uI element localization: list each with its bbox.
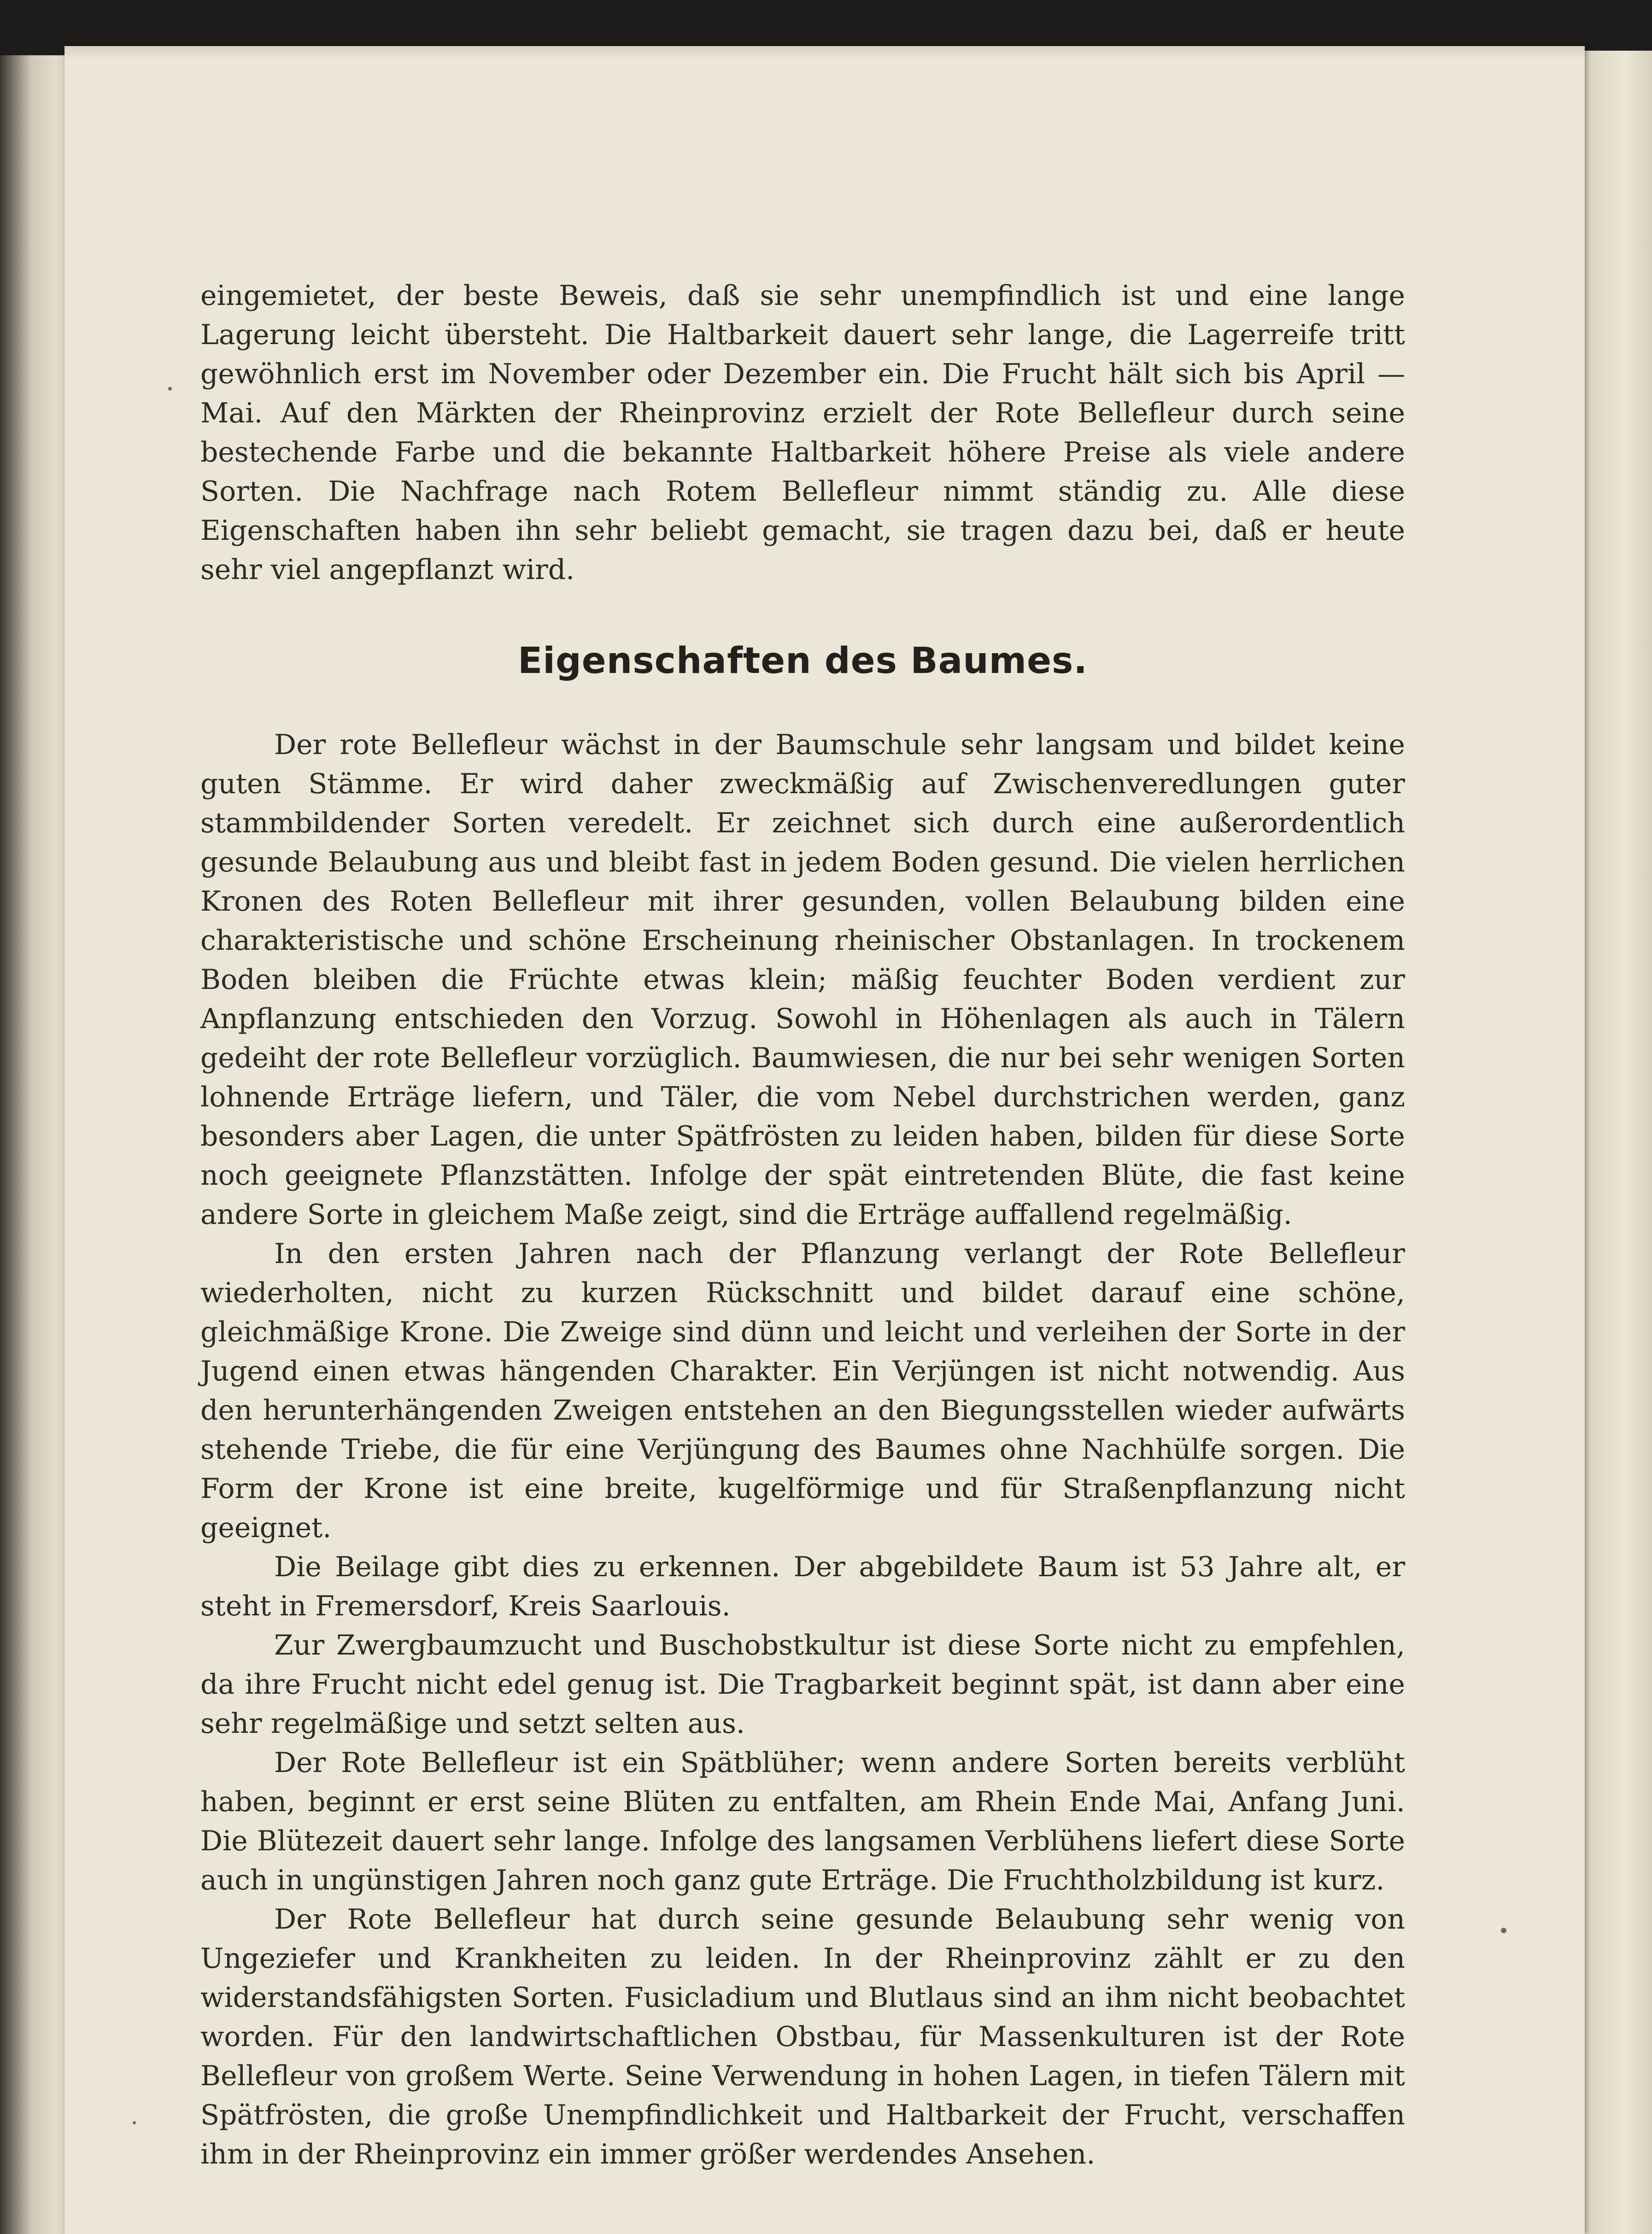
page-top-edge (64, 46, 1585, 60)
opening-paragraph: eingemietet, der beste Beweis, daß sie sehr unempfindlich ist und eine lange Lagerung leicht übersteht. Die Haltbarkeit dauert sehr lange, die Lagerreife tritt gewöhnlich erst im November oder Dezember ein. Die Frucht hält sich bis April — Mai. Auf den Märkten der Rheinprovinz erzielt der Rote Bellefleur durch seine bestechende Farbe und die bekannte Haltbarkeit höhere Preise als viele andere Sorten. Die Nachfrage nach Rotem Bellefleur nimmt ständig zu. Alle diese Eigenschaften haben ihn sehr beliebt gemacht, sie tragen dazu bei, daß er heute sehr viel angepflanzt wird. (200, 280, 1405, 586)
paper-speck (168, 387, 172, 391)
paper-speck (1501, 1928, 1506, 1933)
paragraph: Der Rote Bellefleur ist ein Spätblüher; wenn andere Sorten bereits verblüht haben, beginnt er erst seine Blüten zu entfalten, am Rhein Ende Mai, Anfang Juni. Die Blütezeit dauert sehr lange. Infolge des langsamen Verblühens liefert diese Sorte auch in ungünstigen Jahren noch ganz gute Erträge. Die Fruchtholzbildung ist kurz. (200, 1747, 1405, 1896)
paragraph: Der Rote Bellefleur hat durch seine gesunde Belaubung sehr wenig von Ungeziefer und Krankheiten zu leiden. In der Rheinprovinz zählt er zu den widerstandsfähigsten Sorten. Fusicladium und Blutlaus sind an ihm nicht beobachtet worden. Für den landwirtschaftlichen Obstbau, für Massenkulturen ist der Rote Bellefleur von großem Werte. Seine Verwendung in hohen Lagen, in tiefen Tälern mit Spätfrösten, die große Unempfindlichkeit und Haltbarkeit der Frucht, verschaffen ihm in der Rheinprovinz ein immer größer werdendes Ansehen. (200, 1903, 1405, 2170)
paragraph: Die Beilage gibt dies zu erkennen. Der abgebildete Baum ist 53 Jahre alt, er steht in Fremersdorf, Kreis Saarlouis. (200, 1551, 1405, 1622)
book-page (64, 46, 1585, 2234)
paragraph: Zur Zwergbaumzucht und Buschobstkultur ist diese Sorte nicht zu empfehlen, da ihre Frucht nicht edel genug ist. Die Tragbarkeit beginnt spät, ist dann aber eine sehr regelmäßige und setzt selten aus. (200, 1629, 1405, 1740)
paragraph: In den ersten Jahren nach der Pflanzung verlangt der Rote Bellefleur wiederholten, nicht zu kurzen Rückschnitt und bildet darauf eine schöne, gleichmäßige Krone. Die Zweige sind dünn und leicht und verleihen der Sorte in der Jugend einen etwas hängenden Charakter. Ein Verjüngen ist nicht notwendig. Aus den herunterhängenden Zweigen entstehen an den Biegungsstellen wieder aufwärts stehende Triebe, die für eine Verjüngung des Baumes ohne Nachhülfe sorgen. Die Form der Krone ist eine breite, kugelförmige und für Straßenpflanzung nicht geeignet. (200, 1238, 1405, 1544)
next-page-edge (1585, 51, 1652, 2234)
previous-page-edge (0, 55, 69, 2234)
paper-speck (133, 2121, 136, 2124)
body-text (200, 276, 1405, 2174)
paragraph: Der rote Bellefleur wächst in der Baumschule sehr langsam und bildet keine guten Stämme. Er wird daher zweckmäßig auf Zwischenveredlungen guter stammbildender Sorten veredelt. Er zeichnet sich durch eine außerordentlich gesunde Belaubung aus und bleibt fast in jedem Boden gesund. Die vielen herrlichen Kronen des Roten Bellefleur mit ihrer gesunden, vollen Belaubung bilden eine charakteristische und schöne Erscheinung rheinischer Obstanlagen. In trockenem Boden bleiben die Früchte etwas klein; mäßig feuchter Boden verdient zur Anpflanzung entschieden den Vorzug. Sowohl in Höhenlagen als auch in Tälern gedeiht der rote Bellefleur vorzüglich. Baumwiesen, die nur bei sehr wenigen Sorten lohnende Erträge liefern, und Täler, die vom Nebel durchstrichen werden, ganz besonders aber Lagen, die unter Spätfrösten zu leiden haben, bilden für diese Sorte noch geeignete Pflanzstätten. Infolge der spät eintretenden Blüte, die fast keine andere Sorte in gleichem Maße zeigt, sind die Erträge auffallend regelmäßig. (200, 729, 1405, 1231)
section-heading: Eigenschaften des Baumes. (517, 640, 1088, 682)
